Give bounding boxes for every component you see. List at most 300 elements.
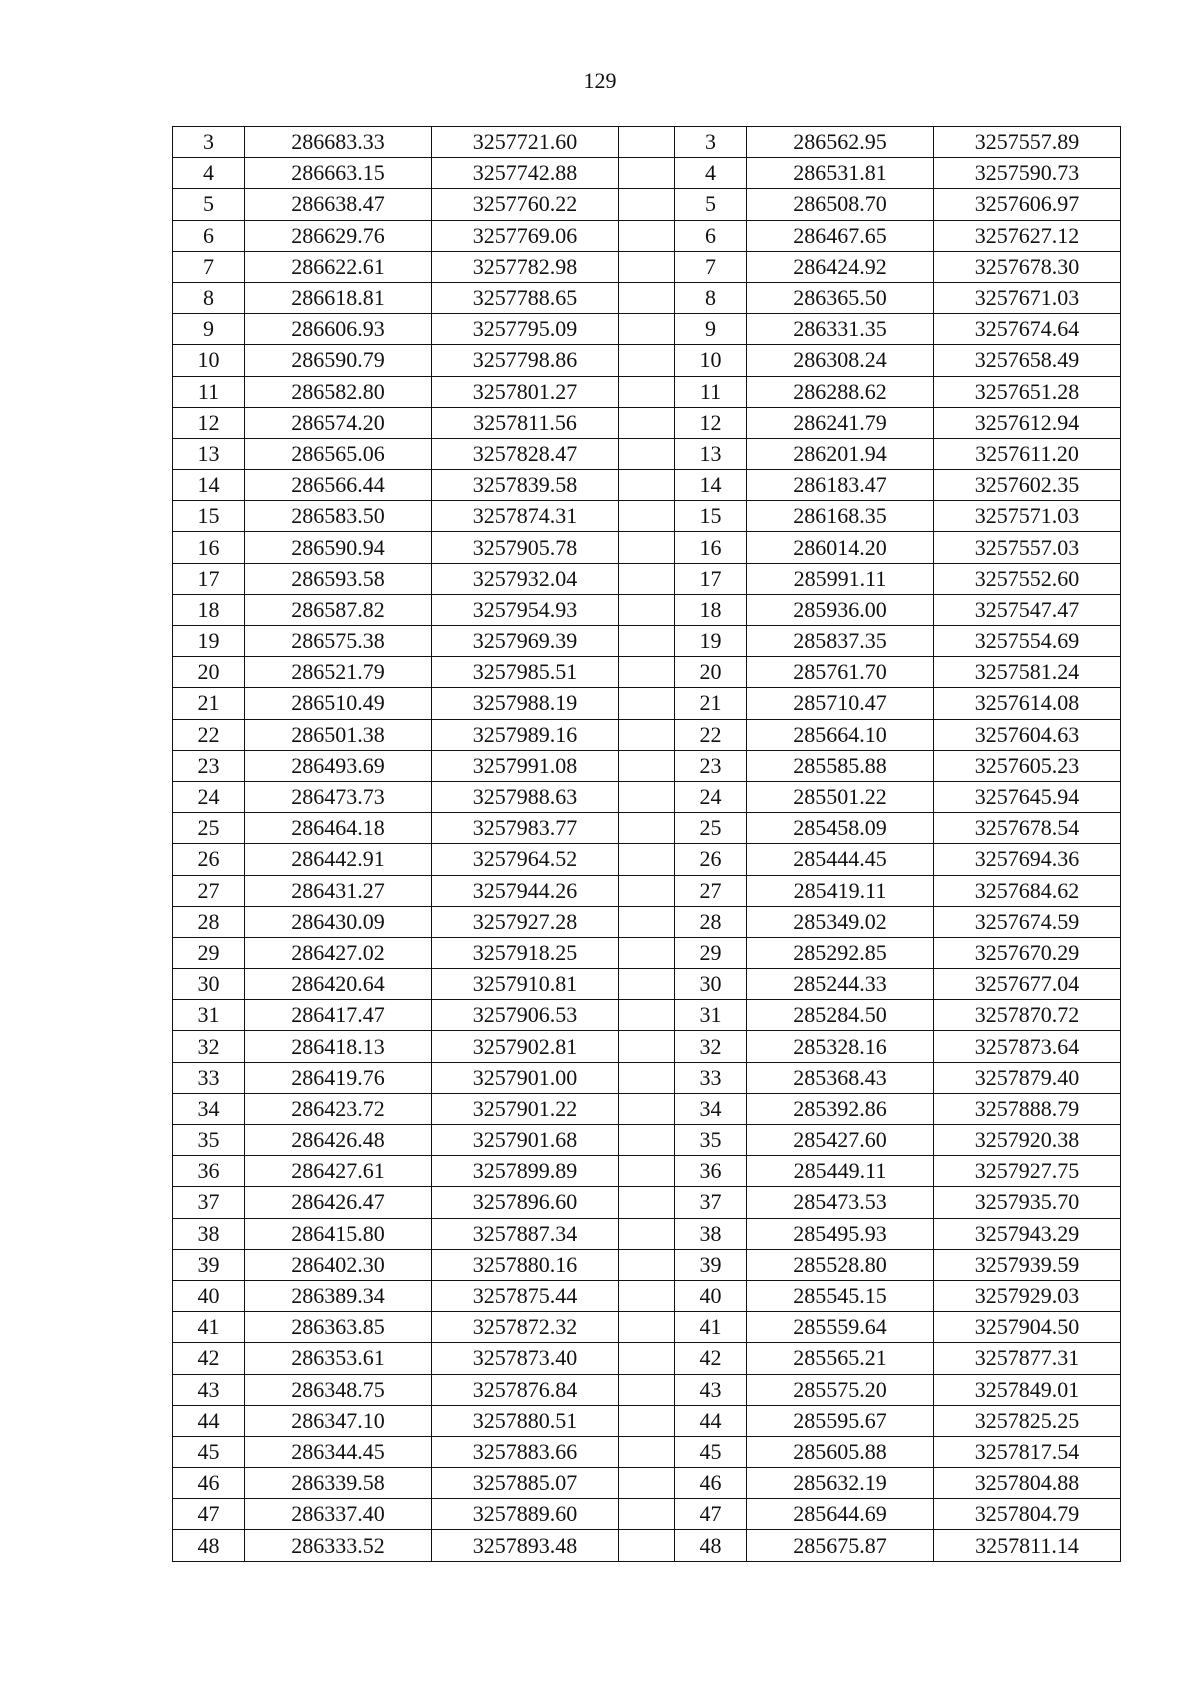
right-x-coordinate: 285559.64: [747, 1312, 934, 1343]
right-y-coordinate: 3257877.31: [934, 1343, 1121, 1374]
right-y-coordinate: 3257694.36: [934, 844, 1121, 875]
right-point-number: 20: [675, 657, 747, 688]
left-point-number: 31: [173, 1000, 245, 1031]
right-point-number: 3: [675, 127, 747, 158]
right-point-number: 6: [675, 220, 747, 251]
table-row: [173, 906, 1121, 937]
left-point-number: 43: [173, 1374, 245, 1405]
right-x-coordinate: 285473.53: [747, 1187, 934, 1218]
table-row: [173, 1093, 1121, 1124]
table-row: [173, 813, 1121, 844]
right-x-coordinate: 285632.19: [747, 1468, 934, 1499]
left-y-coordinate: 3257969.39: [432, 626, 619, 657]
left-x-coordinate: 286464.18: [245, 813, 432, 844]
right-y-coordinate: 3257552.60: [934, 563, 1121, 594]
right-y-coordinate: 3257674.59: [934, 906, 1121, 937]
table-row: [173, 407, 1121, 438]
right-x-coordinate: 286508.70: [747, 189, 934, 220]
left-y-coordinate: 3257932.04: [432, 563, 619, 594]
right-x-coordinate: 285575.20: [747, 1374, 934, 1405]
left-point-number: 38: [173, 1218, 245, 1249]
left-x-coordinate: 286575.38: [245, 626, 432, 657]
table-row: [173, 314, 1121, 345]
table-row: [173, 844, 1121, 875]
left-y-coordinate: 3257872.32: [432, 1312, 619, 1343]
right-x-coordinate: 285501.22: [747, 781, 934, 812]
left-x-coordinate: 286663.15: [245, 158, 432, 189]
left-point-number: 19: [173, 626, 245, 657]
left-y-coordinate: 3257801.27: [432, 376, 619, 407]
left-point-number: 32: [173, 1031, 245, 1062]
left-point-number: 3: [173, 127, 245, 158]
right-point-number: 16: [675, 532, 747, 563]
right-point-number: 14: [675, 470, 747, 501]
left-x-coordinate: 286339.58: [245, 1468, 432, 1499]
separator-cell: [619, 501, 675, 532]
right-point-number: 17: [675, 563, 747, 594]
right-x-coordinate: 286365.50: [747, 282, 934, 313]
separator-cell: [619, 1249, 675, 1280]
right-x-coordinate: 285427.60: [747, 1125, 934, 1156]
separator-cell: [619, 532, 675, 563]
right-x-coordinate: 285458.09: [747, 813, 934, 844]
left-y-coordinate: 3257927.28: [432, 906, 619, 937]
right-y-coordinate: 3257939.59: [934, 1249, 1121, 1280]
right-x-coordinate: 285545.15: [747, 1280, 934, 1311]
right-x-coordinate: 285349.02: [747, 906, 934, 937]
right-point-number: 21: [675, 688, 747, 719]
left-point-number: 34: [173, 1093, 245, 1124]
right-point-number: 29: [675, 937, 747, 968]
table-row: [173, 1000, 1121, 1031]
table-row: [173, 470, 1121, 501]
left-y-coordinate: 3257828.47: [432, 438, 619, 469]
right-y-coordinate: 3257929.03: [934, 1280, 1121, 1311]
right-x-coordinate: 285837.35: [747, 626, 934, 657]
right-x-coordinate: 285761.70: [747, 657, 934, 688]
right-y-coordinate: 3257684.62: [934, 875, 1121, 906]
table-row: [173, 501, 1121, 532]
separator-cell: [619, 1468, 675, 1499]
separator-cell: [619, 937, 675, 968]
left-y-coordinate: 3257906.53: [432, 1000, 619, 1031]
right-y-coordinate: 3257627.12: [934, 220, 1121, 251]
right-x-coordinate: 285936.00: [747, 594, 934, 625]
right-x-coordinate: 285664.10: [747, 719, 934, 750]
left-y-coordinate: 3257964.52: [432, 844, 619, 875]
right-y-coordinate: 3257554.69: [934, 626, 1121, 657]
right-point-number: 39: [675, 1249, 747, 1280]
right-point-number: 19: [675, 626, 747, 657]
right-point-number: 46: [675, 1468, 747, 1499]
left-x-coordinate: 286431.27: [245, 875, 432, 906]
right-y-coordinate: 3257557.89: [934, 127, 1121, 158]
right-x-coordinate: 286424.92: [747, 251, 934, 282]
left-x-coordinate: 286415.80: [245, 1218, 432, 1249]
separator-cell: [619, 1405, 675, 1436]
left-point-number: 30: [173, 969, 245, 1000]
separator-cell: [619, 813, 675, 844]
separator-cell: [619, 1343, 675, 1374]
right-point-number: 10: [675, 345, 747, 376]
left-x-coordinate: 286622.61: [245, 251, 432, 282]
left-y-coordinate: 3257887.34: [432, 1218, 619, 1249]
right-y-coordinate: 3257602.35: [934, 470, 1121, 501]
separator-cell: [619, 906, 675, 937]
right-y-coordinate: 3257606.97: [934, 189, 1121, 220]
right-point-number: 38: [675, 1218, 747, 1249]
left-x-coordinate: 286426.47: [245, 1187, 432, 1218]
right-y-coordinate: 3257651.28: [934, 376, 1121, 407]
right-y-coordinate: 3257927.75: [934, 1156, 1121, 1187]
table-row: [173, 1436, 1121, 1467]
right-point-number: 11: [675, 376, 747, 407]
left-point-number: 23: [173, 750, 245, 781]
left-y-coordinate: 3257742.88: [432, 158, 619, 189]
left-y-coordinate: 3257901.00: [432, 1062, 619, 1093]
separator-cell: [619, 626, 675, 657]
right-x-coordinate: 285675.87: [747, 1530, 934, 1561]
right-x-coordinate: 285419.11: [747, 875, 934, 906]
right-x-coordinate: 285644.69: [747, 1499, 934, 1530]
left-point-number: 5: [173, 189, 245, 220]
left-x-coordinate: 286574.20: [245, 407, 432, 438]
right-point-number: 44: [675, 1405, 747, 1436]
right-point-number: 36: [675, 1156, 747, 1187]
separator-cell: [619, 875, 675, 906]
left-x-coordinate: 286473.73: [245, 781, 432, 812]
left-point-number: 21: [173, 688, 245, 719]
right-x-coordinate: 285328.16: [747, 1031, 934, 1062]
left-x-coordinate: 286629.76: [245, 220, 432, 251]
separator-cell: [619, 251, 675, 282]
separator-cell: [619, 1093, 675, 1124]
separator-cell: [619, 750, 675, 781]
left-y-coordinate: 3257769.06: [432, 220, 619, 251]
separator-cell: [619, 1374, 675, 1405]
separator-cell: [619, 220, 675, 251]
left-x-coordinate: 286583.50: [245, 501, 432, 532]
right-point-number: 13: [675, 438, 747, 469]
right-point-number: 22: [675, 719, 747, 750]
left-point-number: 25: [173, 813, 245, 844]
table-row: [173, 1249, 1121, 1280]
table-row: [173, 1156, 1121, 1187]
left-y-coordinate: 3257918.25: [432, 937, 619, 968]
right-y-coordinate: 3257825.25: [934, 1405, 1121, 1436]
right-point-number: 28: [675, 906, 747, 937]
left-y-coordinate: 3257811.56: [432, 407, 619, 438]
left-point-number: 37: [173, 1187, 245, 1218]
left-y-coordinate: 3257760.22: [432, 189, 619, 220]
left-point-number: 17: [173, 563, 245, 594]
right-point-number: 4: [675, 158, 747, 189]
table-row: [173, 1343, 1121, 1374]
right-y-coordinate: 3257677.04: [934, 969, 1121, 1000]
left-y-coordinate: 3257901.22: [432, 1093, 619, 1124]
table-row: [173, 158, 1121, 189]
separator-cell: [619, 1530, 675, 1561]
table-row: [173, 220, 1121, 251]
left-point-number: 28: [173, 906, 245, 937]
left-point-number: 20: [173, 657, 245, 688]
right-x-coordinate: 286201.94: [747, 438, 934, 469]
right-x-coordinate: 285292.85: [747, 937, 934, 968]
right-y-coordinate: 3257571.03: [934, 501, 1121, 532]
table-row: [173, 969, 1121, 1000]
right-point-number: 7: [675, 251, 747, 282]
right-x-coordinate: 285368.43: [747, 1062, 934, 1093]
separator-cell: [619, 1436, 675, 1467]
left-x-coordinate: 286638.47: [245, 189, 432, 220]
right-point-number: 5: [675, 189, 747, 220]
table-row: [173, 1374, 1121, 1405]
left-point-number: 22: [173, 719, 245, 750]
left-point-number: 26: [173, 844, 245, 875]
right-x-coordinate: 285449.11: [747, 1156, 934, 1187]
left-y-coordinate: 3257795.09: [432, 314, 619, 345]
table-row: [173, 1062, 1121, 1093]
right-point-number: 24: [675, 781, 747, 812]
separator-cell: [619, 158, 675, 189]
left-x-coordinate: 286427.02: [245, 937, 432, 968]
table-row: [173, 532, 1121, 563]
left-y-coordinate: 3257901.68: [432, 1125, 619, 1156]
left-y-coordinate: 3257988.63: [432, 781, 619, 812]
right-y-coordinate: 3257612.94: [934, 407, 1121, 438]
table-row: [173, 127, 1121, 158]
right-y-coordinate: 3257873.64: [934, 1031, 1121, 1062]
right-y-coordinate: 3257804.88: [934, 1468, 1121, 1499]
right-y-coordinate: 3257604.63: [934, 719, 1121, 750]
left-y-coordinate: 3257896.60: [432, 1187, 619, 1218]
right-x-coordinate: 285595.67: [747, 1405, 934, 1436]
right-y-coordinate: 3257935.70: [934, 1187, 1121, 1218]
right-point-number: 9: [675, 314, 747, 345]
left-x-coordinate: 286427.61: [245, 1156, 432, 1187]
right-point-number: 41: [675, 1312, 747, 1343]
table-row: [173, 626, 1121, 657]
left-point-number: 15: [173, 501, 245, 532]
right-point-number: 31: [675, 1000, 747, 1031]
table-row: [173, 438, 1121, 469]
left-x-coordinate: 286344.45: [245, 1436, 432, 1467]
left-x-coordinate: 286683.33: [245, 127, 432, 158]
separator-cell: [619, 345, 675, 376]
left-x-coordinate: 286348.75: [245, 1374, 432, 1405]
left-x-coordinate: 286363.85: [245, 1312, 432, 1343]
right-point-number: 33: [675, 1062, 747, 1093]
left-x-coordinate: 286426.48: [245, 1125, 432, 1156]
left-y-coordinate: 3257876.84: [432, 1374, 619, 1405]
left-x-coordinate: 286402.30: [245, 1249, 432, 1280]
table-row: [173, 781, 1121, 812]
left-point-number: 24: [173, 781, 245, 812]
separator-cell: [619, 1499, 675, 1530]
right-y-coordinate: 3257658.49: [934, 345, 1121, 376]
table-row: [173, 875, 1121, 906]
left-y-coordinate: 3257889.60: [432, 1499, 619, 1530]
right-x-coordinate: 285528.80: [747, 1249, 934, 1280]
right-x-coordinate: 286241.79: [747, 407, 934, 438]
right-x-coordinate: 285565.21: [747, 1343, 934, 1374]
right-point-number: 40: [675, 1280, 747, 1311]
right-x-coordinate: 286467.65: [747, 220, 934, 251]
right-y-coordinate: 3257611.20: [934, 438, 1121, 469]
left-point-number: 36: [173, 1156, 245, 1187]
separator-cell: [619, 1062, 675, 1093]
left-x-coordinate: 286493.69: [245, 750, 432, 781]
right-point-number: 26: [675, 844, 747, 875]
table-row: [173, 1187, 1121, 1218]
left-y-coordinate: 3257782.98: [432, 251, 619, 282]
right-point-number: 34: [675, 1093, 747, 1124]
left-point-number: 48: [173, 1530, 245, 1561]
right-x-coordinate: 285605.88: [747, 1436, 934, 1467]
separator-cell: [619, 189, 675, 220]
left-y-coordinate: 3257893.48: [432, 1530, 619, 1561]
left-y-coordinate: 3257873.40: [432, 1343, 619, 1374]
left-point-number: 4: [173, 158, 245, 189]
right-point-number: 8: [675, 282, 747, 313]
right-y-coordinate: 3257870.72: [934, 1000, 1121, 1031]
separator-cell: [619, 407, 675, 438]
table-row: [173, 1468, 1121, 1499]
separator-cell: [619, 1031, 675, 1062]
right-x-coordinate: 285392.86: [747, 1093, 934, 1124]
left-point-number: 29: [173, 937, 245, 968]
left-point-number: 41: [173, 1312, 245, 1343]
left-x-coordinate: 286590.79: [245, 345, 432, 376]
right-y-coordinate: 3257804.79: [934, 1499, 1121, 1530]
left-x-coordinate: 286618.81: [245, 282, 432, 313]
separator-cell: [619, 688, 675, 719]
right-point-number: 43: [675, 1374, 747, 1405]
right-point-number: 15: [675, 501, 747, 532]
right-point-number: 25: [675, 813, 747, 844]
right-point-number: 48: [675, 1530, 747, 1561]
table-row: [173, 1405, 1121, 1436]
left-x-coordinate: 286593.58: [245, 563, 432, 594]
left-x-coordinate: 286418.13: [245, 1031, 432, 1062]
page-number: 129: [583, 68, 617, 93]
table-row: [173, 1499, 1121, 1530]
left-x-coordinate: 286590.94: [245, 532, 432, 563]
left-point-number: 18: [173, 594, 245, 625]
table-row: [173, 563, 1121, 594]
right-x-coordinate: 285710.47: [747, 688, 934, 719]
left-x-coordinate: 286333.52: [245, 1530, 432, 1561]
left-y-coordinate: 3257910.81: [432, 969, 619, 1000]
left-x-coordinate: 286423.72: [245, 1093, 432, 1124]
left-point-number: 45: [173, 1436, 245, 1467]
right-x-coordinate: 286331.35: [747, 314, 934, 345]
separator-cell: [619, 1156, 675, 1187]
separator-cell: [619, 1125, 675, 1156]
right-x-coordinate: 285244.33: [747, 969, 934, 1000]
separator-cell: [619, 1187, 675, 1218]
table-row: [173, 1280, 1121, 1311]
right-y-coordinate: 3257879.40: [934, 1062, 1121, 1093]
separator-cell: [619, 1000, 675, 1031]
right-y-coordinate: 3257590.73: [934, 158, 1121, 189]
left-point-number: 44: [173, 1405, 245, 1436]
separator-cell: [619, 969, 675, 1000]
coordinates-table: [172, 126, 1121, 1562]
left-point-number: 9: [173, 314, 245, 345]
left-x-coordinate: 286417.47: [245, 1000, 432, 1031]
table-row: [173, 750, 1121, 781]
left-y-coordinate: 3257798.86: [432, 345, 619, 376]
right-x-coordinate: 286288.62: [747, 376, 934, 407]
right-x-coordinate: 286531.81: [747, 158, 934, 189]
right-x-coordinate: 285991.11: [747, 563, 934, 594]
right-y-coordinate: 3257904.50: [934, 1312, 1121, 1343]
left-point-number: 6: [173, 220, 245, 251]
left-x-coordinate: 286420.64: [245, 969, 432, 1000]
left-x-coordinate: 286566.44: [245, 470, 432, 501]
separator-cell: [619, 127, 675, 158]
right-y-coordinate: 3257678.30: [934, 251, 1121, 282]
table-row: [173, 251, 1121, 282]
right-y-coordinate: 3257920.38: [934, 1125, 1121, 1156]
right-point-number: 18: [675, 594, 747, 625]
separator-cell: [619, 594, 675, 625]
left-y-coordinate: 3257983.77: [432, 813, 619, 844]
left-x-coordinate: 286430.09: [245, 906, 432, 937]
right-y-coordinate: 3257605.23: [934, 750, 1121, 781]
left-x-coordinate: 286587.82: [245, 594, 432, 625]
left-x-coordinate: 286347.10: [245, 1405, 432, 1436]
right-point-number: 12: [675, 407, 747, 438]
separator-cell: [619, 376, 675, 407]
right-point-number: 35: [675, 1125, 747, 1156]
right-x-coordinate: 285585.88: [747, 750, 934, 781]
separator-cell: [619, 438, 675, 469]
table-row: [173, 1530, 1121, 1561]
left-y-coordinate: 3257885.07: [432, 1468, 619, 1499]
left-point-number: 10: [173, 345, 245, 376]
table-row: [173, 1218, 1121, 1249]
right-y-coordinate: 3257811.14: [934, 1530, 1121, 1561]
separator-cell: [619, 563, 675, 594]
separator-cell: [619, 657, 675, 688]
left-x-coordinate: 286442.91: [245, 844, 432, 875]
left-y-coordinate: 3257875.44: [432, 1280, 619, 1311]
left-y-coordinate: 3257880.16: [432, 1249, 619, 1280]
left-x-coordinate: 286419.76: [245, 1062, 432, 1093]
right-x-coordinate: 285444.45: [747, 844, 934, 875]
right-point-number: 23: [675, 750, 747, 781]
separator-cell: [619, 844, 675, 875]
right-point-number: 45: [675, 1436, 747, 1467]
table-row: [173, 282, 1121, 313]
left-point-number: 14: [173, 470, 245, 501]
left-point-number: 35: [173, 1125, 245, 1156]
right-y-coordinate: 3257671.03: [934, 282, 1121, 313]
right-y-coordinate: 3257581.24: [934, 657, 1121, 688]
table-row: [173, 345, 1121, 376]
right-x-coordinate: 286183.47: [747, 470, 934, 501]
table-row: [173, 189, 1121, 220]
left-x-coordinate: 286582.80: [245, 376, 432, 407]
left-y-coordinate: 3257989.16: [432, 719, 619, 750]
left-y-coordinate: 3257988.19: [432, 688, 619, 719]
table-row: [173, 1312, 1121, 1343]
left-y-coordinate: 3257883.66: [432, 1436, 619, 1467]
left-y-coordinate: 3257954.93: [432, 594, 619, 625]
left-point-number: 27: [173, 875, 245, 906]
